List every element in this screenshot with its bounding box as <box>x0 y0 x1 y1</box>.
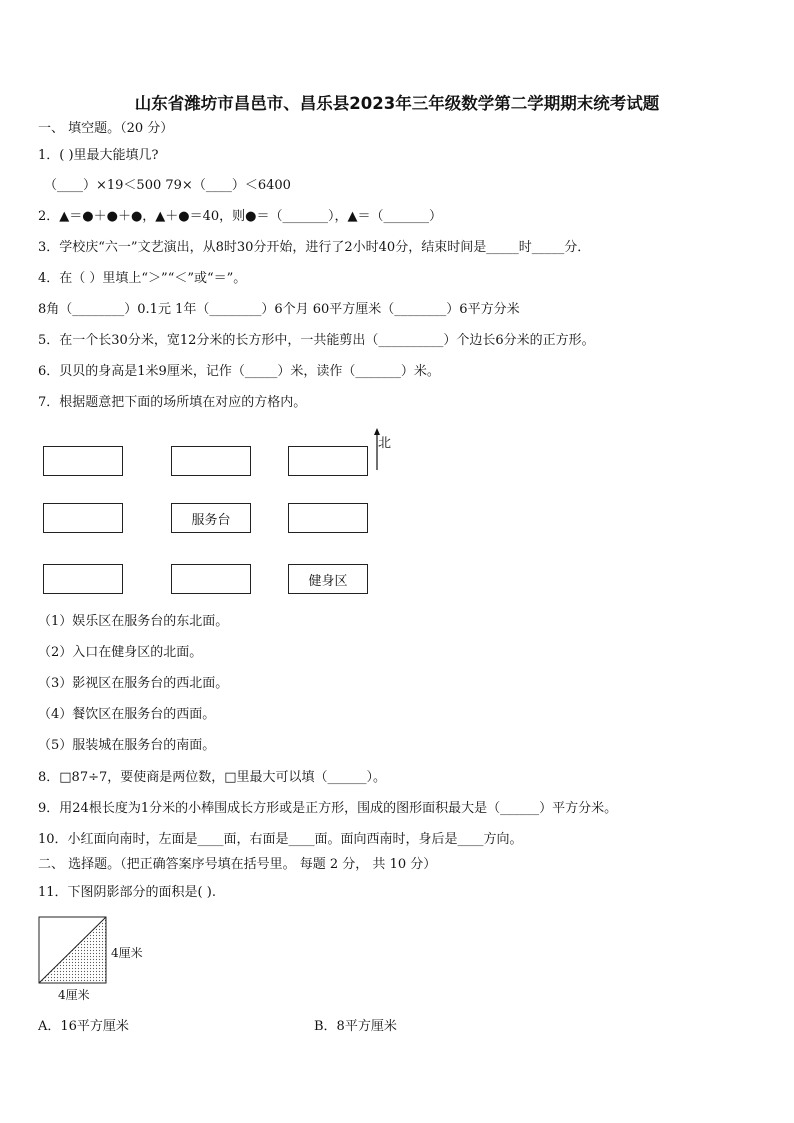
option-b: B．8平方厘米 <box>314 1019 397 1034</box>
q7-item-3: （3）影视区在服务台的西北面。 <box>38 676 229 691</box>
question-6: 6．贝贝的身高是1米9厘米，记作（_____）米，读作（_______）米。 <box>38 364 440 379</box>
question-4-blanks: 8角（________）0.1元 1年（________）6个月 60平方厘米（________）6平方分米 <box>38 302 520 317</box>
section-heading-multiple-choice: 二、 选择题。（把正确答案序号填在括号里。 每题 2 分， 共 10 分） <box>38 857 437 872</box>
option-a: A．16平方厘米 <box>38 1019 129 1034</box>
grid-cell-west <box>43 503 123 533</box>
question-10: 10．小红面向南时，左面是____面，右面是____面。面向西南时，身后是____方向。 <box>38 832 523 847</box>
grid-cell-south <box>171 564 251 594</box>
q7-item-2: （2）入口在健身区的北面。 <box>38 645 203 660</box>
grid-cell-center: 服务台 <box>171 503 251 533</box>
grid-cell-southeast: 健身区 <box>288 564 368 594</box>
q7-item-4: （4）餐饮区在服务台的西面。 <box>38 707 216 722</box>
section-heading-fill-blank: 一、 填空题。（20 分） <box>38 121 174 136</box>
north-label: 北 <box>378 436 392 451</box>
grid-cell-east <box>288 503 368 533</box>
question-4: 4．在（ ）里填上“＞”“＜”或“＝”。 <box>38 271 247 286</box>
question-1-blanks: （____）×19＜500 79×（____）＜6400 <box>44 178 291 193</box>
grid-cell-southwest <box>43 564 123 594</box>
page-title: 山东省潍坊市昌邑市、昌乐县2023年三年级数学第二学期期末统考试题 <box>134 94 660 113</box>
question-9: 9．用24根长度为1分米的小棒围成长方形或是正方形，围成的图形面积最大是（______）平方分米。 <box>38 801 618 816</box>
grid-cell-north <box>171 446 251 476</box>
question-1: 1．( )里最大能填几? <box>38 148 159 163</box>
question-7: 7．根据题意把下面的场所填在对应的方格内。 <box>38 395 307 410</box>
shaded-square-figure <box>38 916 148 1006</box>
question-11: 11．下图阴影部分的面积是( ). <box>38 885 216 900</box>
question-8: 8．□87÷7，要使商是两位数，□里最大可以填（______）。 <box>38 770 387 785</box>
question-2: 2．▲＝●＋●＋●，▲＋●＝40，则●＝（_______），▲＝（_______） <box>38 209 443 224</box>
question-3: 3．学校庆“六一”文艺演出，从8时30分开始，进行了2小时40分，结束时间是_____时_____分． <box>38 240 591 255</box>
grid-cell-northeast <box>288 446 368 476</box>
grid-cell-northwest <box>43 446 123 476</box>
figure-bottom-label: 4厘米 <box>58 988 90 1002</box>
question-5: 5．在一个长30分米，宽12分米的长方形中，一共能剪出（__________）个边长6分米的正方形。 <box>38 333 595 348</box>
q7-item-5: （5）服装城在服务台的南面。 <box>38 738 216 753</box>
figure-side-label: 4厘米 <box>111 946 143 960</box>
q7-item-1: （1）娱乐区在服务台的东北面。 <box>38 614 229 629</box>
